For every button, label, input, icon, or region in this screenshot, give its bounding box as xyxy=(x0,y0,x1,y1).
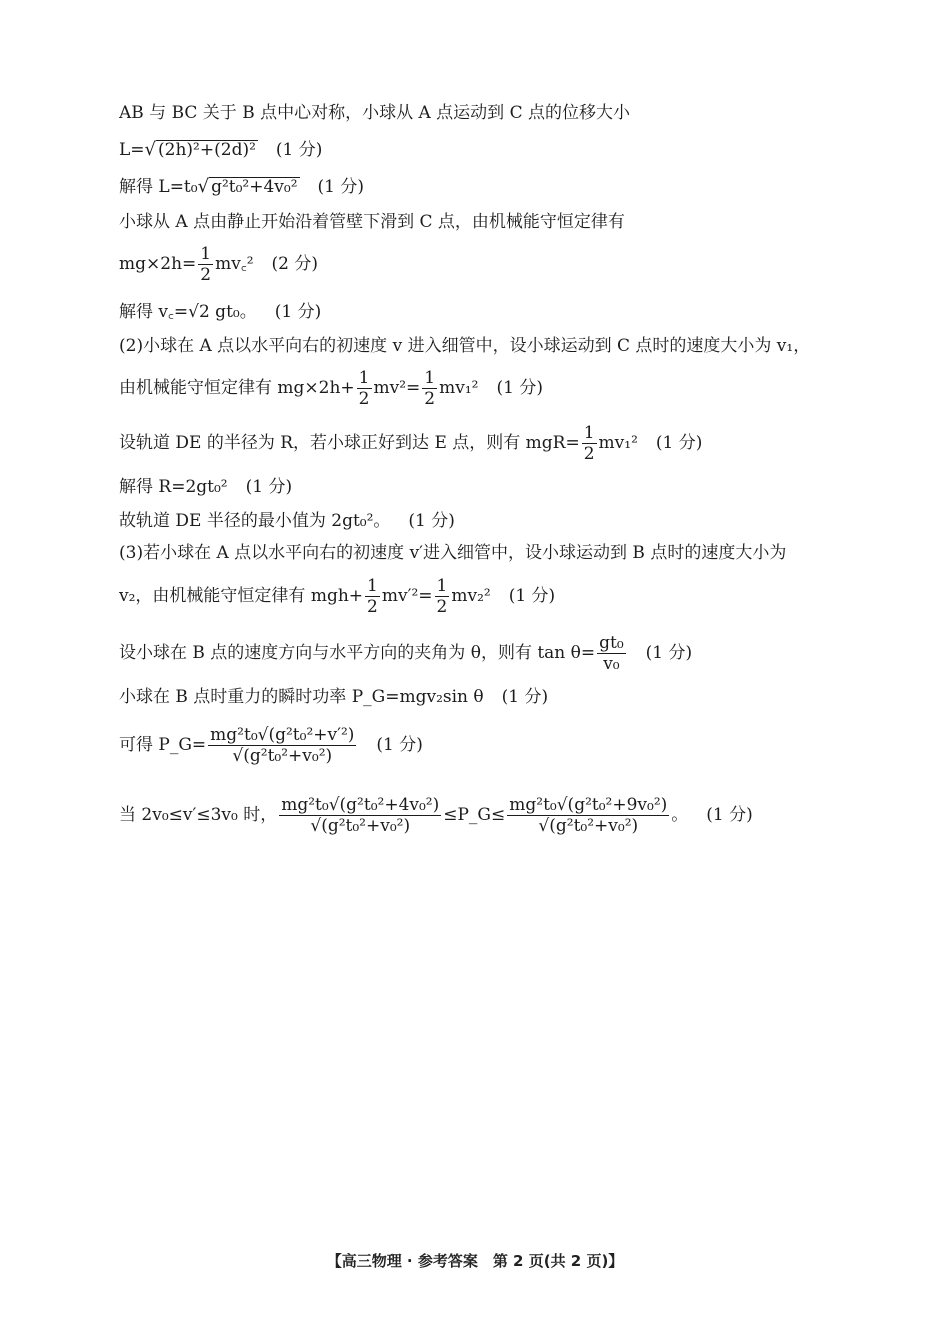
line-11: 故轨道 DE 半径的最小值为 2gt₀²。 (1 分) xyxy=(119,511,455,531)
line-5: mg×2h= $\frac{1}{2}$ mv꜀² (2 分) xyxy=(119,244,318,285)
line-6: 解得 v꜀=√2 gt₀。 (1 分) xyxy=(119,302,322,322)
line-14: 设小球在 B 点的速度方向与水平方向的夹角为 θ，则有 tan θ= $\frac{\text{gt₀}}{\text{v₀}}$ (1 分) xyxy=(119,633,693,674)
line-7: (2)小球在 A 点以水平向右的初速度 v 进入细管中，设小球运动到 C 点时的速度大小为 v₁， xyxy=(119,336,811,356)
line-15: 小球在 B 点时重力的瞬时功率 P_G=mgv₂sin θ (1 分) xyxy=(119,687,549,707)
line-16: 可得 P_G= $\frac{\text{mg²t₀√(g²t₀²+v′²)}}{\text{√(g²t₀²+v₀²)}}$ (1 分) xyxy=(119,725,423,766)
line-1: AB 与 BC 关于 B 点中心对称，小球从 A 点运动到 C 点的位移大小 xyxy=(119,103,630,123)
line-4: 小球从 A 点由静止开始沿着管壁下滑到 C 点，由机械能守恒定律有 xyxy=(119,212,625,232)
line-2: L=√ (2h)²+(2d)² (1 分) xyxy=(119,139,323,160)
line-10: 解得 R=2gt₀² (1 分) xyxy=(119,477,293,497)
line-13: v₂，由机械能守恒定律有 mgh+ $\frac{1}{2}$ mv′²= $\frac{1}{2}$ mv₂² (1 分) xyxy=(119,576,556,617)
line-8: 由机械能守恒定律有 mg×2h+ $\frac{1}{2}$ mv²= $\frac{1}{2}$ mv₁² (1 分) xyxy=(119,368,543,409)
line-3: 解得 L=t₀√ g²t₀²+4v₀² (1 分) xyxy=(119,176,365,197)
line-9: 设轨道 DE 的半径为 R，若小球正好到达 E 点，则有 mgR= $\frac{1}{2}$ mv₁² (1 分) xyxy=(119,423,703,464)
line-17: 当 2v₀≤v′≤3v₀ 时， $\frac{\text{mg²t₀√(g²t₀²+4v₀²)}}{\text{√(g²t₀²+v₀²)}}$ ≤P_G≤ $\frac{\text{mg²t₀√(g²t₀²+9v₀²)}}{\text{√(g²t₀²+v₀²)}}$ 。 (1 分) xyxy=(119,795,753,836)
page-footer: 【高三物理 · 参考答案 第 2 页(共 2 页)】 xyxy=(326,1252,624,1270)
line-12: (3)若小球在 A 点以水平向右的初速度 v′进入细管中，设小球运动到 B 点时的速度大小为 xyxy=(119,543,787,563)
